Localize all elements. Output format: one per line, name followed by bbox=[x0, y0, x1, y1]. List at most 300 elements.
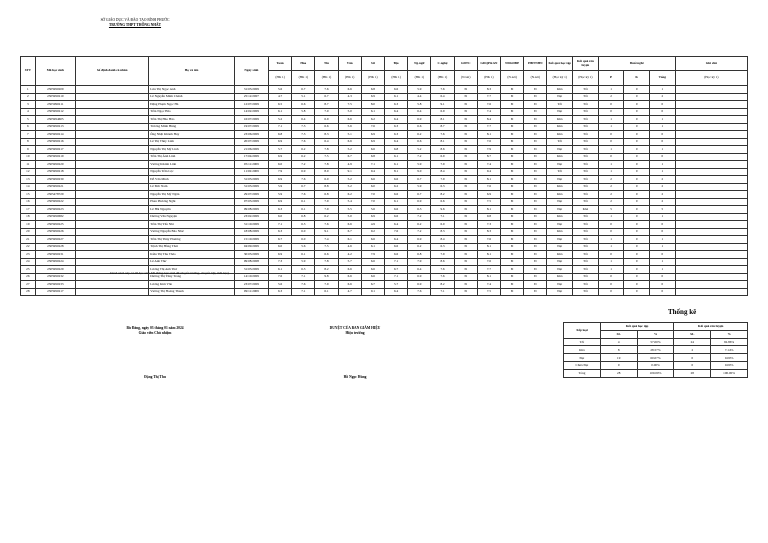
table-cell: 7.9 bbox=[315, 281, 338, 289]
table-cell bbox=[75, 176, 148, 184]
table-cell: 6.1 bbox=[292, 206, 315, 214]
table-cell: 31/03/2009 bbox=[234, 86, 268, 94]
table-cell: 7.3 bbox=[292, 131, 315, 139]
table-cell: 6.6 bbox=[361, 258, 384, 266]
table-cell: 5.6 bbox=[338, 123, 361, 131]
table-cell: 7.6 bbox=[431, 273, 454, 281]
table-cell: 7.4 bbox=[477, 161, 500, 169]
table-cell: Đ bbox=[454, 153, 477, 161]
table-cell: Tốt bbox=[573, 176, 599, 184]
table-cell: 8.4 bbox=[431, 168, 454, 176]
table-cell bbox=[75, 236, 148, 244]
table-row bbox=[21, 228, 748, 236]
table-cell: 6.7 bbox=[292, 86, 315, 94]
table-cell: 7.1 bbox=[268, 123, 291, 131]
principal-signature-block bbox=[300, 326, 410, 379]
table-cell: Đ bbox=[454, 288, 477, 296]
table-cell: 1 bbox=[650, 258, 676, 266]
table-cell: 6.8 bbox=[315, 191, 338, 199]
table-cell: Đ bbox=[524, 288, 547, 296]
table-cell: 6.4 bbox=[431, 93, 454, 101]
table-cell: 8.0 bbox=[361, 101, 384, 109]
table-cell: 6.1 bbox=[361, 243, 384, 251]
table-cell: Đ bbox=[501, 273, 524, 281]
table-cell bbox=[75, 251, 148, 259]
table-cell: 6.9 bbox=[315, 116, 338, 124]
table-cell: 7.9 bbox=[431, 176, 454, 184]
table-cell: Đ bbox=[524, 161, 547, 169]
table-cell: Đ bbox=[454, 183, 477, 191]
table-cell: 2305990232 bbox=[35, 273, 75, 281]
table-cell: 27 bbox=[21, 281, 36, 289]
table-cell: 2 bbox=[650, 198, 676, 206]
table-cell: Đạt bbox=[547, 221, 573, 229]
table-cell: 1 bbox=[21, 86, 36, 94]
header-identifier: Số định danh cá nhân bbox=[75, 57, 148, 86]
table-cell: 6.9 bbox=[268, 198, 291, 206]
table-cell: 6.4 bbox=[408, 266, 431, 274]
table-cell: 6.9 bbox=[431, 108, 454, 116]
table-cell: Đ bbox=[524, 266, 547, 274]
table-cell: 8.8 bbox=[315, 183, 338, 191]
table-cell: 8.1 bbox=[477, 206, 500, 214]
table-cell: 7.9 bbox=[315, 198, 338, 206]
header-term: (HK 1) bbox=[477, 71, 500, 86]
table-cell: 9.8 bbox=[477, 213, 500, 221]
table-cell: Khá bbox=[547, 153, 573, 161]
table-cell: Đ bbox=[454, 108, 477, 116]
table-cell: Khá bbox=[547, 123, 573, 131]
table-cell: 6.2 bbox=[338, 191, 361, 199]
table-cell: Đ bbox=[524, 221, 547, 229]
table-cell: 6.9 bbox=[361, 131, 384, 139]
table-cell: 5.9 bbox=[408, 86, 431, 94]
table-cell: 6.6 bbox=[431, 198, 454, 206]
table-cell: 6.6 bbox=[361, 273, 384, 281]
table-cell: 23/02/2009 bbox=[234, 213, 268, 221]
table-cell: 6.1 bbox=[385, 153, 408, 161]
table-cell: Lê Đức Nam bbox=[149, 183, 235, 191]
table-cell: 10 bbox=[21, 153, 36, 161]
table-cell: 2305990212 bbox=[35, 108, 75, 116]
table-cell: 20 bbox=[21, 228, 36, 236]
table-cell: 6.9 bbox=[408, 273, 431, 281]
table-cell: 8.1 bbox=[477, 131, 500, 139]
table-cell: 0 bbox=[624, 281, 650, 289]
table-cell: 7.6 bbox=[477, 236, 500, 244]
table-row bbox=[21, 198, 748, 206]
table-cell: Đ bbox=[524, 146, 547, 154]
table-row bbox=[21, 176, 748, 184]
table-cell: 7.5 bbox=[338, 101, 361, 109]
table-cell-note bbox=[675, 213, 747, 221]
table-cell: 5.9 bbox=[408, 161, 431, 169]
table-cell: 0 bbox=[624, 123, 650, 131]
table-cell-note bbox=[675, 266, 747, 274]
table-cell: 6.8 bbox=[292, 213, 315, 221]
table-cell: 25/12/2007 bbox=[234, 93, 268, 101]
table-cell: Đ bbox=[501, 93, 524, 101]
table-cell: 13 bbox=[21, 176, 36, 184]
table-cell: 09/08/2008 bbox=[234, 258, 268, 266]
table-cell: 8.3 bbox=[477, 86, 500, 94]
header-term: (N.xét) bbox=[501, 71, 524, 86]
stats-cell: Tốt bbox=[564, 338, 601, 346]
table-cell: 7.6 bbox=[477, 138, 500, 146]
stats-cell: Khá bbox=[564, 346, 601, 354]
header-subject: C.nghệ bbox=[431, 57, 454, 71]
table-cell: Lê Hải Nguyên bbox=[149, 206, 235, 214]
table-cell: 1 bbox=[650, 161, 676, 169]
table-cell: 5.2 bbox=[268, 116, 291, 124]
table-cell: 8.2 bbox=[431, 191, 454, 199]
table-cell: 23/06/2009 bbox=[234, 131, 268, 139]
stats-header-conduct: Kết quả rèn luyện bbox=[674, 323, 748, 331]
table-cell: Lương Kim Vân bbox=[149, 281, 235, 289]
table-cell: Đ bbox=[524, 191, 547, 199]
table-cell: 6.1 bbox=[361, 108, 384, 116]
table-cell: Đ bbox=[454, 273, 477, 281]
table-cell: 7.1 bbox=[431, 288, 454, 296]
table-cell: Tốt bbox=[573, 146, 599, 154]
table-cell: 6.6 bbox=[385, 243, 408, 251]
table-cell: Vương Khánh Linh bbox=[149, 161, 235, 169]
table-cell: Tốt bbox=[573, 183, 599, 191]
table-cell: 5.9 bbox=[268, 183, 291, 191]
table-cell bbox=[75, 258, 148, 266]
table-cell: Đ bbox=[454, 161, 477, 169]
table-cell: 0 bbox=[624, 266, 650, 274]
table-cell: 2305990217 bbox=[35, 146, 75, 154]
table-cell: 9.1 bbox=[361, 288, 384, 296]
table-cell: 6.3 bbox=[268, 228, 291, 236]
table-row bbox=[21, 191, 748, 199]
table-cell: 18 bbox=[21, 213, 36, 221]
table-cell: Khá bbox=[547, 116, 573, 124]
table-cell: 8.6 bbox=[431, 146, 454, 154]
table-cell bbox=[75, 161, 148, 169]
table-cell: 6.6 bbox=[338, 281, 361, 289]
table-cell: 6.8 bbox=[361, 86, 384, 94]
table-cell: 5.1 bbox=[292, 93, 315, 101]
table-cell: Đ bbox=[524, 93, 547, 101]
table-cell: 2305990216 bbox=[35, 138, 75, 146]
table-cell: 5.7 bbox=[338, 258, 361, 266]
table-cell-note bbox=[675, 258, 747, 266]
table-cell: Đ bbox=[501, 243, 524, 251]
table-cell: 7.0 bbox=[361, 198, 384, 206]
table-cell: 6.6 bbox=[315, 123, 338, 131]
table-cell: Khá bbox=[547, 131, 573, 139]
table-cell: 6.4 bbox=[385, 116, 408, 124]
table-cell: 7.4 bbox=[315, 236, 338, 244]
table-cell: 6.2 bbox=[408, 243, 431, 251]
table-cell-note bbox=[675, 191, 747, 199]
principal-role: Hiệu trưởng bbox=[345, 331, 365, 335]
table-cell-note bbox=[675, 288, 747, 296]
table-cell: 0 bbox=[624, 108, 650, 116]
table-cell: 7.8 bbox=[315, 258, 338, 266]
table-cell-note bbox=[675, 198, 747, 206]
table-cell: Đ bbox=[454, 138, 477, 146]
header-term: (HK 1) bbox=[431, 71, 454, 86]
table-cell: 1 bbox=[650, 123, 676, 131]
table-cell: 5.7 bbox=[268, 146, 291, 154]
table-cell: 6.6 bbox=[361, 146, 384, 154]
table-cell: 6.7 bbox=[385, 266, 408, 274]
table-cell-note bbox=[675, 168, 747, 176]
table-cell: 7.6 bbox=[431, 266, 454, 274]
table-cell: 5.5 bbox=[338, 206, 361, 214]
table-cell: 8.2 bbox=[315, 266, 338, 274]
table-cell-note bbox=[675, 116, 747, 124]
table-cell: 6.5 bbox=[268, 101, 291, 109]
table-cell: Đ bbox=[524, 168, 547, 176]
table-cell: Đ bbox=[454, 198, 477, 206]
stats-cell: 2 bbox=[674, 346, 711, 354]
table-cell: 8.7 bbox=[431, 123, 454, 131]
table-cell: 31/03/2009 bbox=[234, 176, 268, 184]
table-cell: 0 bbox=[598, 153, 624, 161]
table-cell: 1 bbox=[598, 116, 624, 124]
table-cell: 7.7 bbox=[477, 93, 500, 101]
table-cell: Nguyễn Thị Mỹ Ngân bbox=[149, 191, 235, 199]
header-term: (HK 1) bbox=[292, 71, 315, 86]
teacher-role: Giáo viên Chủ nhiệm bbox=[138, 331, 172, 335]
header-dob: Ngày sinh bbox=[234, 57, 268, 86]
table-cell: 0 bbox=[624, 206, 650, 214]
table-cell: 0 bbox=[624, 93, 650, 101]
table-cell: 6.6 bbox=[385, 206, 408, 214]
table-cell: 6.9 bbox=[361, 138, 384, 146]
table-cell: 5.8 bbox=[292, 108, 315, 116]
table-cell: 7.6 bbox=[315, 221, 338, 229]
table-cell: 6.6 bbox=[385, 176, 408, 184]
table-cell: Tốt bbox=[573, 258, 599, 266]
table-cell: Tốt bbox=[573, 161, 599, 169]
table-cell: 7.3 bbox=[268, 258, 291, 266]
table-cell-note bbox=[675, 108, 747, 116]
table-cell: Lưu Thị Ngọc Anh bbox=[149, 86, 235, 94]
table-cell: 0 bbox=[624, 236, 650, 244]
table-cell: Khá bbox=[547, 213, 573, 221]
table-cell: 6.6 bbox=[408, 123, 431, 131]
table-cell: 1 bbox=[598, 236, 624, 244]
table-cell: 0 bbox=[624, 243, 650, 251]
stats-cell: 4 bbox=[600, 338, 637, 346]
header-term: (HK 1) bbox=[385, 71, 408, 86]
table-cell: 21 bbox=[21, 236, 36, 244]
stats-cell: 0.00% bbox=[637, 361, 674, 369]
table-cell: 9.1 bbox=[431, 101, 454, 109]
stats-cell: Tổng bbox=[564, 369, 601, 377]
table-cell: 7.4 bbox=[477, 108, 500, 116]
stats-cell: 28 bbox=[674, 369, 711, 377]
table-cell: 17 bbox=[21, 206, 36, 214]
header-subject: HĐTNHN bbox=[524, 57, 547, 71]
table-cell: 0 bbox=[624, 161, 650, 169]
table-cell: 2 bbox=[598, 198, 624, 206]
table-cell: Trịnh Thị Hồng Thái bbox=[149, 243, 235, 251]
table-cell: 2305990222 bbox=[35, 198, 75, 206]
table-cell: Lê Nguyễn Minh Chánh bbox=[149, 93, 235, 101]
table-cell: Đ bbox=[501, 191, 524, 199]
table-cell: 29/07/2009 bbox=[234, 191, 268, 199]
table-cell: Đạt bbox=[547, 146, 573, 154]
table-cell: 6.6 bbox=[361, 176, 384, 184]
table-cell: Đ bbox=[454, 93, 477, 101]
table-cell: 0 bbox=[598, 138, 624, 146]
table-cell: 20/07/2009 bbox=[234, 138, 268, 146]
table-cell: 6.7 bbox=[315, 93, 338, 101]
table-cell bbox=[75, 86, 148, 94]
table-row bbox=[21, 108, 748, 116]
table-cell: 2305990231 bbox=[35, 251, 75, 259]
table-cell: 0 bbox=[624, 221, 650, 229]
table-cell: 5.9 bbox=[292, 258, 315, 266]
table-cell: Đ bbox=[501, 153, 524, 161]
grade-table bbox=[20, 56, 748, 296]
table-cell: Đ bbox=[524, 138, 547, 146]
table-cell: 6.3 bbox=[431, 243, 454, 251]
table-cell: 0 bbox=[598, 101, 624, 109]
table-cell: 2305990213 bbox=[35, 123, 75, 131]
table-cell: Đ bbox=[524, 131, 547, 139]
table-cell: 22 bbox=[21, 243, 36, 251]
table-cell: 6.1 bbox=[385, 93, 408, 101]
header-absent: Buổi nghỉ bbox=[598, 57, 675, 71]
table-cell: Đ bbox=[501, 176, 524, 184]
table-cell: 28 bbox=[21, 288, 36, 296]
table-cell: Tốt bbox=[573, 153, 599, 161]
table-cell: 6.6 bbox=[338, 86, 361, 94]
table-cell: Tốt bbox=[573, 116, 599, 124]
table-cell: Đ bbox=[501, 131, 524, 139]
table-cell: Đ bbox=[524, 213, 547, 221]
table-cell: 4.9 bbox=[361, 221, 384, 229]
table-cell: Đ bbox=[501, 236, 524, 244]
table-cell: 6.4 bbox=[385, 138, 408, 146]
table-cell: 6.6 bbox=[338, 266, 361, 274]
header-name: Họ và tên bbox=[149, 57, 235, 86]
table-cell: Tốt bbox=[573, 236, 599, 244]
table-cell bbox=[75, 288, 148, 296]
table-cell: 0 bbox=[624, 176, 650, 184]
table-cell: 6.2 bbox=[292, 153, 315, 161]
table-cell: 7.9 bbox=[315, 206, 338, 214]
table-cell: 7.6 bbox=[315, 86, 338, 94]
table-cell: 0 bbox=[650, 251, 676, 259]
stats-cell: 60.07% bbox=[637, 354, 674, 362]
table-cell: Đ bbox=[454, 266, 477, 274]
table-cell: 6.2 bbox=[408, 221, 431, 229]
table-cell: Đạt bbox=[547, 243, 573, 251]
table-cell: Trần Ngọc Hảo bbox=[149, 108, 235, 116]
table-row bbox=[21, 153, 748, 161]
table-cell: 7.9 bbox=[431, 251, 454, 259]
table-row bbox=[21, 101, 748, 109]
table-cell: 6.1 bbox=[315, 288, 338, 296]
table-cell: Đ bbox=[501, 288, 524, 296]
table-cell: 6.9 bbox=[268, 138, 291, 146]
table-cell: 6.3 bbox=[292, 266, 315, 274]
table-cell-note bbox=[675, 138, 747, 146]
table-row bbox=[21, 206, 748, 214]
stats-header-level: Xếp loại bbox=[564, 323, 601, 339]
table-cell: 31/03/2009 bbox=[234, 266, 268, 274]
table-cell: Đạt bbox=[547, 266, 573, 274]
table-cell: 0 bbox=[650, 131, 676, 139]
header-subject: Toán bbox=[268, 57, 291, 71]
table-cell: Tốt bbox=[573, 131, 599, 139]
table-cell: 6.6 bbox=[338, 273, 361, 281]
department-name: SỞ GIÁO DỤC VÀ ĐÀO TẠO BÌNH PHƯỚC bbox=[100, 18, 170, 22]
table-cell: 0 bbox=[650, 221, 676, 229]
header-note: Ghi chú bbox=[675, 57, 747, 71]
table-row bbox=[21, 183, 748, 191]
stats-cell: 100.00% bbox=[637, 369, 674, 377]
table-cell: Tốt bbox=[573, 213, 599, 221]
table-cell: 7.6 bbox=[292, 191, 315, 199]
table-cell: 2305990209 bbox=[35, 86, 75, 94]
table-cell: Đ bbox=[524, 281, 547, 289]
table-cell: 5.7 bbox=[385, 281, 408, 289]
table-cell: 5.6 bbox=[361, 206, 384, 214]
table-cell: 7.5 bbox=[477, 288, 500, 296]
table-cell: Tốt bbox=[573, 101, 599, 109]
table-cell: Đ bbox=[454, 221, 477, 229]
table-cell: Tốt bbox=[573, 198, 599, 206]
table-cell: 0 bbox=[624, 273, 650, 281]
table-cell-note bbox=[675, 146, 747, 154]
table-cell: Đ bbox=[501, 228, 524, 236]
table-cell: 6.9 bbox=[477, 191, 500, 199]
table-cell: 7.6 bbox=[477, 258, 500, 266]
table-cell-note bbox=[675, 176, 747, 184]
table-cell: 6.7 bbox=[292, 183, 315, 191]
table-cell: 0 bbox=[650, 288, 676, 296]
table-cell: Nguyễn Trần Lộc bbox=[149, 168, 235, 176]
table-cell: Đ bbox=[454, 228, 477, 236]
table-cell: 7.6 bbox=[361, 123, 384, 131]
table-cell: 9.8 bbox=[315, 273, 338, 281]
table-cell: 8.2 bbox=[431, 281, 454, 289]
table-cell: 8.6 bbox=[431, 258, 454, 266]
table-cell: 5.1 bbox=[338, 131, 361, 139]
table-cell: 1 bbox=[650, 213, 676, 221]
table-cell: 6.3 bbox=[431, 183, 454, 191]
table-cell: Khá bbox=[547, 191, 573, 199]
table-cell: Đ bbox=[501, 251, 524, 259]
table-cell: 1 bbox=[598, 161, 624, 169]
table-cell: 7.6 bbox=[408, 288, 431, 296]
table-cell: 5.9 bbox=[268, 191, 291, 199]
table-cell: Đ bbox=[454, 191, 477, 199]
table-cell-note bbox=[675, 236, 747, 244]
table-cell: 6.1 bbox=[338, 236, 361, 244]
table-cell: 7.0 bbox=[315, 108, 338, 116]
table-cell: 4.7 bbox=[268, 93, 291, 101]
table-cell: 6.0 bbox=[268, 161, 291, 169]
table-cell: 16 bbox=[21, 198, 36, 206]
table-cell: Đ bbox=[454, 176, 477, 184]
table-cell: Đ bbox=[501, 123, 524, 131]
table-cell: 0 bbox=[624, 138, 650, 146]
table-cell: Dương Văn Nguyện bbox=[149, 213, 235, 221]
table-cell: 8.1 bbox=[385, 168, 408, 176]
table-cell: 0 bbox=[624, 86, 650, 94]
table-cell: 0 bbox=[650, 138, 676, 146]
